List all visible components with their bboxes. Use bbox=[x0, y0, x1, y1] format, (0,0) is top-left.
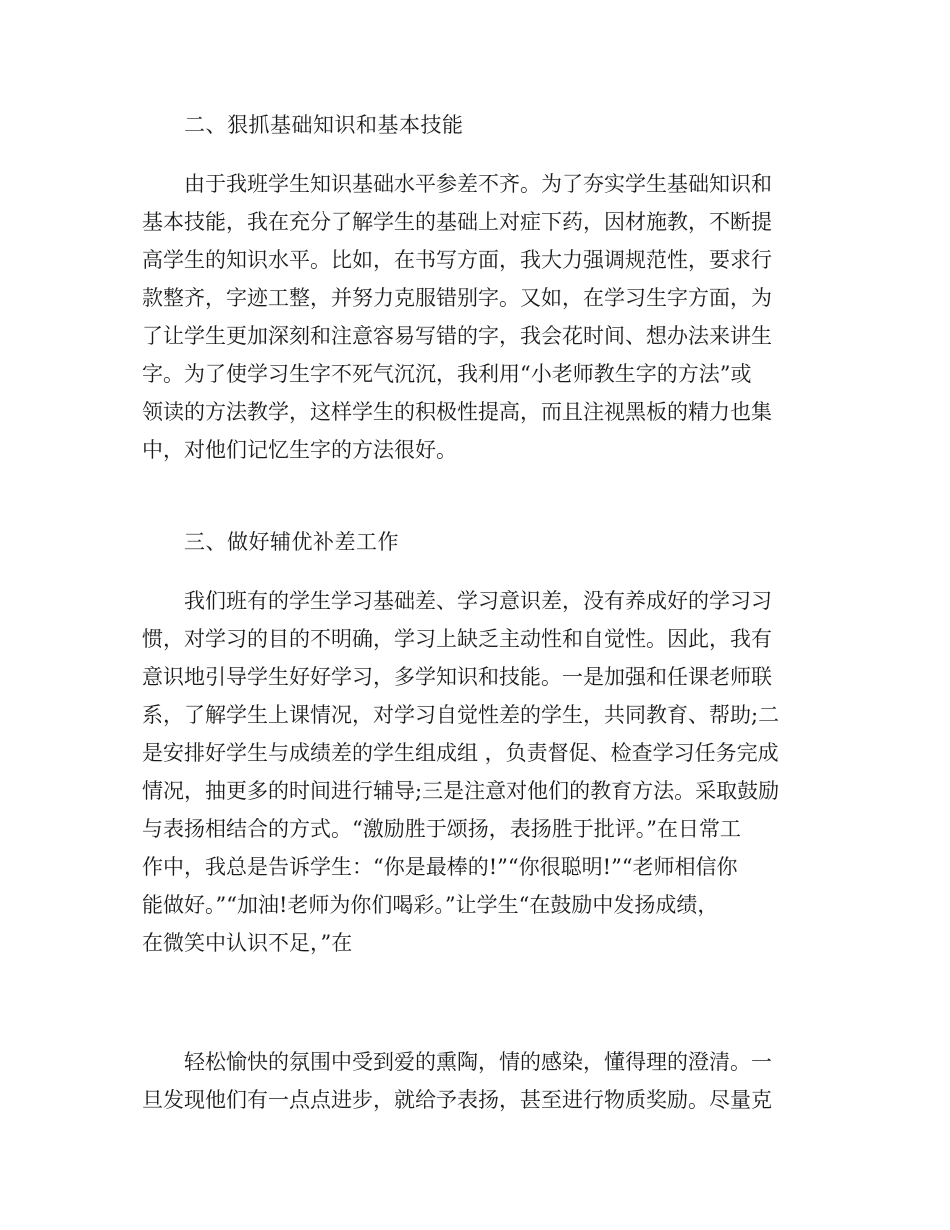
paragraph-line: 能做好。”“加油!老师为你们喝彩。”让学生“在鼓励中发扬成绩， bbox=[142, 893, 719, 917]
paragraph-line: 惯，对学习的目的不明确，学习上缺乏主动性和自觉性。因此，我有 bbox=[142, 627, 772, 651]
paragraph-line: 我们班有的学生学习基础差、学习意识差，没有养成好的学习习 bbox=[184, 589, 772, 613]
paragraph-line: 在微笑中认识不足，”在 bbox=[142, 931, 353, 955]
paragraph-line: 高学生的知识水平。比如，在书写方面，我大力强调规范性，要求行 bbox=[142, 248, 772, 272]
paragraph-line: 是安排好学生与成绩差的学生组成组 ，负责督促、检查学习任务完成 bbox=[142, 741, 779, 765]
paragraph-line: 基本技能，我在充分了解学生的基础上对症下药，因材施教，不断提 bbox=[142, 210, 772, 234]
paragraph-line: 轻松愉快的氛围中受到爱的熏陶，情的感染，懂得理的澄清。一 bbox=[184, 1050, 772, 1074]
paragraph-line: 情况，抽更多的时间进行辅导;三是注意对他们的教育方法。采取鼓励 bbox=[142, 779, 780, 803]
paragraph-line: 作中，我总是告诉学生：“你是最棒的!”“你很聪明!”“老师相信你 bbox=[142, 855, 738, 879]
section-3-heading: 三、做好辅优补差工作 bbox=[184, 530, 399, 554]
paragraph-line: 领读的方法教学，这样学生的积极性提高，而且注视黑板的精力也集 bbox=[142, 400, 772, 424]
paragraph-line: 字。为了使学习生字不死气沉沉，我利用“小老师教生字的方法”或 bbox=[142, 362, 752, 386]
paragraph-line: 由于我班学生知识基础水平参差不齐。为了夯实学生基础知识和 bbox=[184, 172, 772, 196]
paragraph-line: 款整齐，字迹工整，并努力克服错别字。又如，在学习生字方面，为 bbox=[142, 286, 772, 310]
paragraph-line: 意识地引导学生好好学习，多学知识和技能。一是加强和任课老师联 bbox=[142, 665, 772, 689]
paragraph-line: 旦发现他们有一点点进步，就给予表扬，甚至进行物质奖励。尽量克 bbox=[142, 1088, 772, 1112]
paragraph-line: 中，对他们记忆生字的方法很好。 bbox=[142, 438, 457, 462]
section-2-heading: 二、狠抓基础知识和基本技能 bbox=[184, 113, 464, 137]
paragraph-line: 了让学生更加深刻和注意容易写错的字，我会花时间、想办法来讲生 bbox=[142, 324, 772, 348]
section-2-paragraph bbox=[142, 165, 822, 469]
section-3-paragraph bbox=[142, 582, 822, 962]
paragraph-line: 系，了解学生上课情况，对学习自觉性差的学生，共同教育、帮助;二 bbox=[142, 703, 780, 727]
section-3-continuation bbox=[142, 1043, 822, 1119]
paragraph-line: 与表扬相结合的方式。“激励胜于颂扬，表扬胜于批评。”在日常工 bbox=[142, 817, 741, 841]
